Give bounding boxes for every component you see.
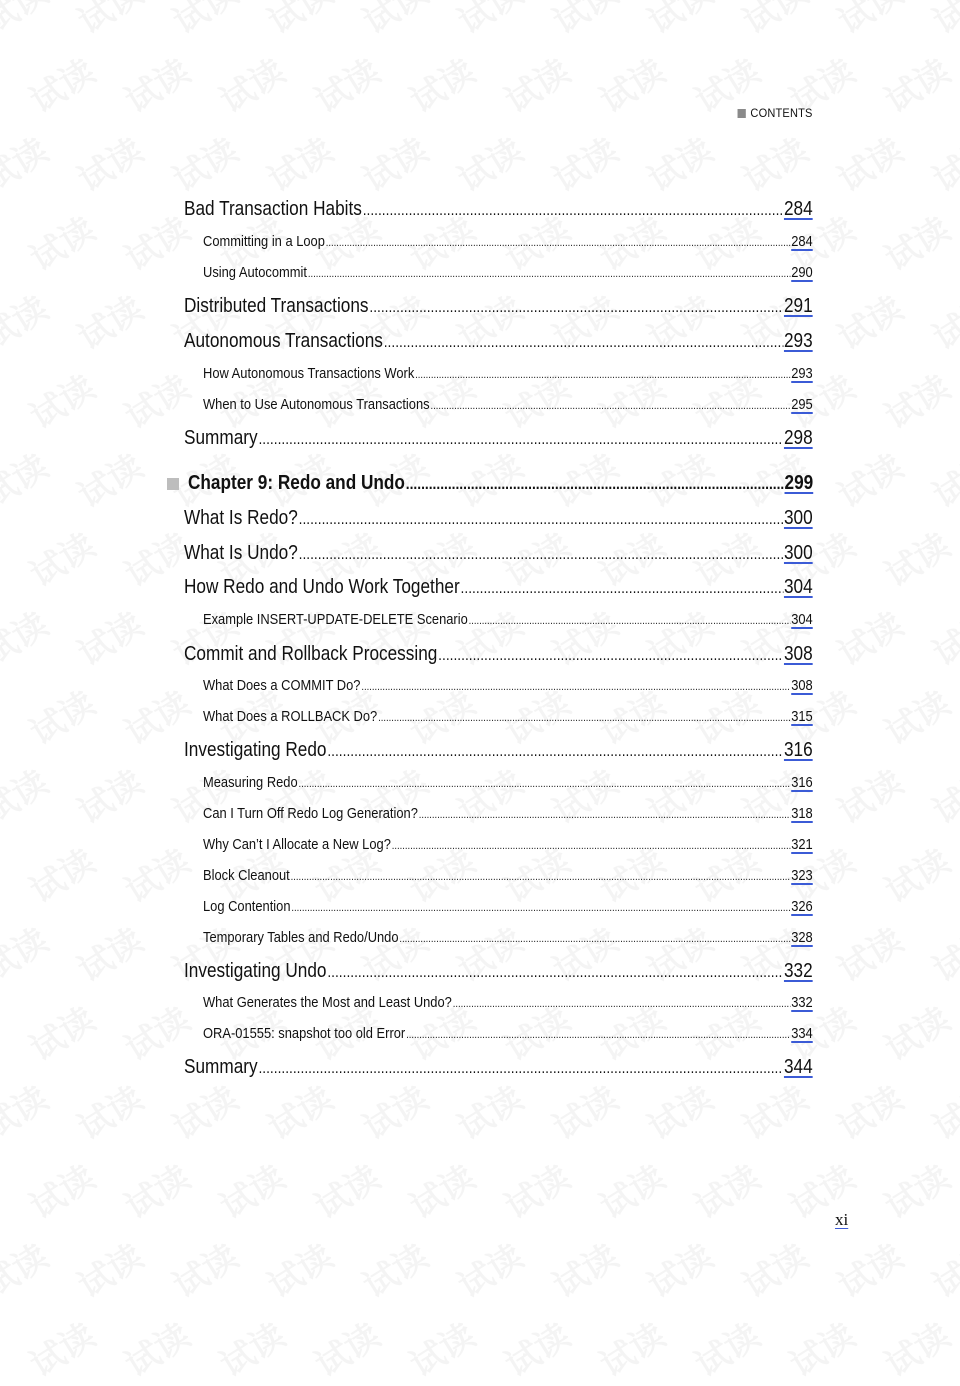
watermark-text (162, 1072, 246, 1150)
toc-page-link[interactable]: 315 (791, 708, 813, 725)
watermark-text (922, 756, 960, 834)
watermark-text (162, 0, 246, 43)
toc-dot-leader (299, 511, 783, 529)
watermark-text (874, 677, 958, 755)
toc-subsection-entry[interactable] (203, 836, 813, 853)
toc-dot-leader (453, 998, 791, 1010)
watermark-text (162, 1230, 246, 1308)
toc-section-entry[interactable] (184, 739, 813, 762)
watermark-text (779, 1151, 863, 1229)
watermark-text (0, 1072, 56, 1150)
toc-entry-title: Can I Turn Off Redo Log Generation? (203, 805, 418, 822)
toc-page-link[interactable]: 334 (791, 1025, 813, 1042)
toc-entry-title: Using Autocommit (203, 264, 307, 281)
watermark-text (304, 1309, 388, 1386)
toc-dot-leader (299, 778, 791, 790)
toc-entry-title: Example INSERT-UPDATE-DELETE Scenario (203, 611, 468, 628)
toc-page-link[interactable]: 298 (783, 427, 813, 449)
watermark-text (779, 1309, 863, 1386)
toc-page-link[interactable]: 299 (784, 472, 814, 494)
toc-section-entry[interactable] (184, 542, 813, 565)
toc-section-entry[interactable] (184, 507, 813, 530)
watermark-text (19, 1151, 103, 1229)
watermark-text (352, 0, 436, 43)
watermark-text (827, 124, 911, 202)
watermark-text (67, 282, 151, 360)
toc-dot-leader (308, 268, 791, 280)
watermark-text (0, 914, 56, 992)
toc-subsection-entry[interactable] (203, 264, 813, 281)
watermark-text (67, 1072, 151, 1150)
toc-page-link[interactable]: 300 (783, 542, 813, 564)
watermark-text (304, 1151, 388, 1229)
toc-dot-leader (438, 647, 783, 665)
toc-entry-title: Distributed Transactions (184, 295, 369, 317)
watermark-text (494, 1151, 578, 1229)
toc-dot-leader (299, 546, 783, 564)
toc-entry-title: Summary (184, 427, 258, 449)
watermark-text (257, 124, 341, 202)
watermark-text (67, 440, 151, 518)
toc-page-link[interactable]: 304 (783, 576, 813, 598)
watermark-text (19, 835, 103, 913)
toc-page-link[interactable]: 332 (791, 994, 813, 1011)
toc-page-link[interactable]: 318 (791, 805, 813, 822)
watermark-text (399, 1309, 483, 1386)
watermark-text (447, 1072, 531, 1150)
watermark-text (542, 1230, 626, 1308)
watermark-text (67, 124, 151, 202)
watermark-text (19, 45, 103, 123)
toc-dot-leader (291, 902, 790, 914)
watermark-text (114, 1151, 198, 1229)
watermark-text (67, 756, 151, 834)
toc-section-entry[interactable] (184, 427, 813, 450)
toc-dot-leader (419, 809, 791, 821)
toc-subsection-entry[interactable] (203, 994, 813, 1011)
toc-section-entry[interactable] (184, 198, 813, 221)
toc-page-link[interactable]: 323 (791, 867, 813, 884)
toc-page-link[interactable]: 308 (783, 643, 813, 665)
watermark-text (447, 124, 531, 202)
toc-subsection-entry[interactable] (203, 233, 813, 250)
watermark-text (19, 203, 103, 281)
toc-page-link[interactable]: 293 (791, 365, 813, 382)
toc-dot-leader (258, 431, 783, 449)
watermark-text (922, 598, 960, 676)
watermark-text (827, 914, 911, 992)
toc-dot-leader (291, 871, 791, 883)
toc-entry-title: Why Can’t I Allocate a New Log? (203, 836, 391, 853)
toc-page-link[interactable]: 316 (783, 739, 813, 761)
toc-entry-title: Chapter 9: Redo and Undo (188, 472, 405, 494)
toc-entry-title: Investigating Redo (184, 739, 327, 761)
watermark-text (67, 914, 151, 992)
toc-dot-leader (415, 369, 790, 381)
toc-entry-title: Temporary Tables and Redo/Undo (203, 929, 399, 946)
toc-subsection-entry[interactable] (203, 1025, 813, 1042)
toc-page-link[interactable]: 326 (791, 898, 813, 915)
toc-page-link[interactable]: 308 (791, 677, 813, 694)
toc-dot-leader (406, 476, 784, 494)
page-number[interactable]: xi (835, 1210, 849, 1229)
toc-subsection-entry[interactable] (203, 867, 813, 884)
watermark-text (874, 993, 958, 1071)
watermark-text (0, 282, 56, 360)
watermark-text (447, 0, 531, 43)
watermark-text (637, 1230, 721, 1308)
watermark-text (589, 1151, 673, 1229)
toc-entry-title: Log Contention (203, 898, 291, 915)
watermark-text (542, 0, 626, 43)
toc-entry-title: Committing in a Loop (203, 233, 325, 250)
watermark-text (399, 1151, 483, 1229)
toc-page-link[interactable]: 284 (791, 233, 813, 250)
watermark-text (684, 1309, 768, 1386)
toc-subsection-entry[interactable] (203, 898, 813, 915)
toc-entry-title: Autonomous Transactions (184, 330, 383, 352)
toc-dot-leader (430, 400, 790, 412)
toc-page-link[interactable]: 304 (791, 611, 813, 628)
toc-entry-title: Measuring Redo (203, 774, 298, 791)
watermark-text (922, 1072, 960, 1150)
watermark-text (67, 598, 151, 676)
toc-dot-leader (258, 1060, 783, 1078)
watermark-text (114, 1309, 198, 1386)
toc-page-link[interactable]: 290 (791, 264, 813, 281)
watermark-text (0, 598, 56, 676)
watermark-text (114, 45, 198, 123)
toc-page-link[interactable]: 328 (791, 929, 813, 946)
watermark-text (494, 1309, 578, 1386)
toc-page-link[interactable]: 293 (783, 330, 813, 352)
toc-page-link[interactable]: 321 (791, 836, 813, 853)
toc-subsection-entry[interactable] (203, 611, 813, 628)
watermark-text (922, 124, 960, 202)
toc-page-link[interactable]: 332 (783, 960, 813, 982)
toc-page-link[interactable]: 300 (783, 507, 813, 529)
toc-subsection-entry[interactable] (203, 677, 813, 694)
toc-entry-title: What Does a ROLLBACK Do? (203, 708, 378, 725)
watermark-text (209, 45, 293, 123)
watermark-text (637, 124, 721, 202)
running-header (738, 106, 813, 120)
watermark-text (447, 1230, 531, 1308)
watermark-text (827, 282, 911, 360)
toc-entry-title: Commit and Rollback Processing (184, 643, 438, 665)
toc-dot-leader (384, 334, 783, 352)
watermark-text (874, 835, 958, 913)
toc-dot-leader (363, 202, 783, 220)
toc-subsection-entry[interactable] (203, 774, 813, 791)
watermark-text (589, 1309, 673, 1386)
watermark-text (922, 914, 960, 992)
watermark-text (684, 1151, 768, 1229)
toc-entry-title: Block Cleanout (203, 867, 290, 884)
watermark-text (827, 756, 911, 834)
toc-entry-title: What Is Redo? (184, 507, 298, 529)
toc-subsection-entry[interactable] (203, 396, 813, 413)
watermark-text (827, 440, 911, 518)
watermark-text (542, 124, 626, 202)
watermark-text (874, 1151, 958, 1229)
toc-subsection-entry[interactable] (203, 708, 813, 725)
watermark-text (114, 835, 198, 913)
chapter-marker-icon (167, 478, 179, 490)
watermark-text (352, 124, 436, 202)
watermark-text (827, 1230, 911, 1308)
toc-dot-leader (399, 933, 790, 945)
toc-dot-leader (469, 615, 791, 627)
watermark-text (874, 519, 958, 597)
watermark-text (732, 1230, 816, 1308)
toc-entry-title: What Does a COMMIT Do? (203, 677, 361, 694)
watermark-text (874, 203, 958, 281)
watermark-text (922, 282, 960, 360)
toc-dot-leader (361, 681, 790, 693)
watermark-text (0, 0, 56, 43)
toc-dot-leader (369, 299, 783, 317)
toc-entry-title: Summary (184, 1056, 258, 1078)
watermark-text (352, 1230, 436, 1308)
toc-page-link[interactable]: 284 (783, 198, 813, 220)
watermark-text (732, 1072, 816, 1150)
toc-section-entry[interactable] (184, 330, 813, 353)
toc-entry-title: Investigating Undo (184, 960, 327, 982)
watermark-text (922, 1230, 960, 1308)
toc-page-link[interactable]: 295 (791, 396, 813, 413)
toc-dot-leader (327, 964, 783, 982)
watermark-text (399, 45, 483, 123)
toc-entry-title: How Redo and Undo Work Together (184, 576, 460, 598)
watermark-text (0, 756, 56, 834)
watermark-text (257, 1072, 341, 1150)
watermark-text (874, 361, 958, 439)
watermark-text (542, 1072, 626, 1150)
toc-section-entry[interactable] (184, 576, 813, 599)
watermark-text (732, 0, 816, 43)
watermark-text (732, 124, 816, 202)
watermark-text (162, 124, 246, 202)
watermark-text (19, 1309, 103, 1386)
watermark-text (637, 1072, 721, 1150)
watermark-text (922, 440, 960, 518)
toc-entry-title: Bad Transaction Habits (184, 198, 362, 220)
watermark-text (637, 0, 721, 43)
watermark-text (19, 677, 103, 755)
toc-subsection-entry[interactable] (203, 929, 813, 946)
toc-entry-title: When to Use Autonomous Transactions (203, 396, 430, 413)
toc-page-link[interactable]: 316 (791, 774, 813, 791)
toc-dot-leader (326, 237, 791, 249)
header-square-icon (738, 109, 746, 118)
toc-dot-leader (461, 580, 784, 598)
watermark-text (19, 993, 103, 1071)
watermark-text (209, 1309, 293, 1386)
watermark-text (827, 1072, 911, 1150)
toc-entry-title: What Is Undo? (184, 542, 298, 564)
toc-page-link[interactable]: 344 (783, 1056, 813, 1078)
watermark-text (67, 0, 151, 43)
watermark-text (0, 440, 56, 518)
watermark-text (67, 1230, 151, 1308)
watermark-text (589, 45, 673, 123)
watermark-text (352, 1072, 436, 1150)
watermark-text (257, 0, 341, 43)
watermark-text (874, 1309, 958, 1386)
toc-page-link[interactable]: 291 (783, 295, 813, 317)
toc-subsection-entry[interactable] (203, 365, 813, 382)
toc-section-entry[interactable] (184, 295, 813, 318)
watermark-text (0, 124, 56, 202)
watermark-text (19, 519, 103, 597)
toc-dot-leader (378, 712, 790, 724)
toc-chapter-entry[interactable] (188, 472, 813, 495)
watermark-text (922, 0, 960, 43)
toc-dot-leader (327, 743, 783, 761)
watermark-text (874, 45, 958, 123)
toc-section-entry[interactable] (184, 960, 813, 983)
watermark-text (304, 45, 388, 123)
watermark-text (0, 1230, 56, 1308)
watermark-text (257, 1230, 341, 1308)
toc-subsection-entry[interactable] (203, 805, 813, 822)
toc-section-entry[interactable] (184, 643, 813, 666)
watermark-text (209, 1151, 293, 1229)
toc-entry-title: What Generates the Most and Least Undo? (203, 994, 452, 1011)
toc-entry-title: How Autonomous Transactions Work (203, 365, 415, 382)
watermark-text (827, 0, 911, 43)
toc-dot-leader (406, 1029, 790, 1041)
toc-entry-title: ORA-01555: snapshot too old Error (203, 1025, 406, 1042)
toc-dot-leader (392, 840, 791, 852)
watermark-text (19, 361, 103, 439)
watermark-text (494, 45, 578, 123)
toc-section-entry[interactable] (184, 1056, 813, 1079)
watermark-text (827, 598, 911, 676)
header-label: CONTENTS (750, 106, 813, 120)
